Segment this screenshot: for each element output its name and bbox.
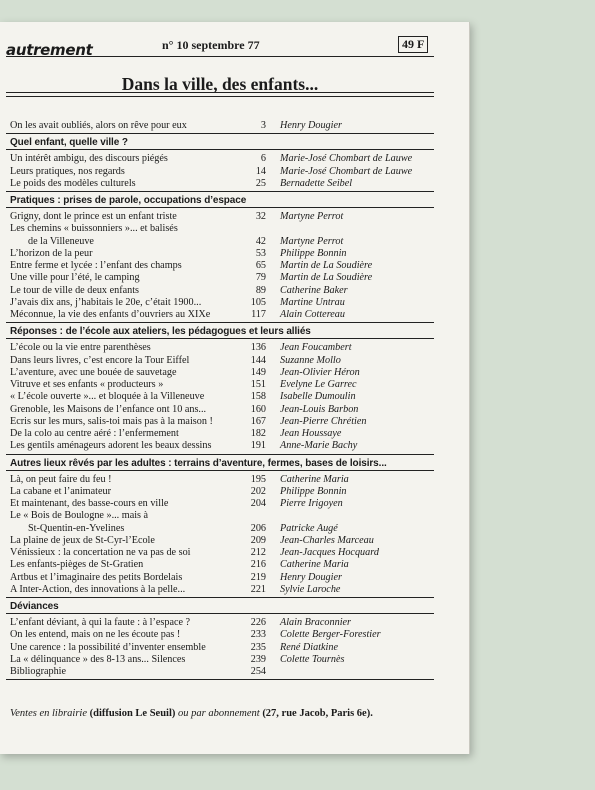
entry-page: 216 [250,559,266,571]
magazine-page [0,22,470,754]
entry-author: Marie-José Chombart de Lauwe [280,153,413,165]
entry-title: Entre ferme et lycée : l’enfant des champs [10,260,182,271]
entry-author: Sylvie Laroche [280,583,341,595]
section-heading: Autres lieux rêvés par les adultes : terrains d’aventure, fermes, bases de loisirs... [10,457,387,469]
entry-title: Leurs pratiques, nos regards [10,165,125,177]
entry-title: Les gentils aménageurs adorent les beaux dessins [10,440,212,452]
section-rule [6,133,434,134]
entry-author: Suzanne Mollo [280,354,341,366]
page-title: Dans la ville, des enfants... [121,74,319,94]
entry-title: Méconnue, la vie des enfants d’ouvriers au XIXe [10,309,211,320]
entry-author: Henry Dougier [280,571,342,583]
entry-page: 239 [250,653,266,665]
entry-author: Jean-Pierre Chrétien [280,415,367,427]
entry-author: Jean Foucambert [280,342,352,354]
entry-title: La plaine de jeux de St-Cyr-l’Ecole [10,534,155,546]
section-heading: Quel enfant, quelle ville ? [10,137,128,149]
section-rule [6,322,434,323]
entry-author: Martine Untrau [280,296,345,308]
entry-page: 117 [251,309,266,320]
entry-author: Martyne Perrot [280,211,344,222]
footer-address: (27, rue Jacob, Paris 6e). [262,708,373,719]
section-rule [6,191,434,192]
entry-author: Jean-Louis Barbon [280,403,359,415]
entry-author: Evelyne Le Garrec [280,379,357,390]
entry-title: De la colo au centre aéré : l’enfermement [10,428,179,439]
entry-page: 32 [255,211,266,222]
entry-title: L’horizon de la peur [10,247,93,259]
entry-title: Et maintenant, des basse-cours en ville [10,498,169,509]
price-box: 49 F [398,36,428,53]
entry-title: de la Villeneuve [28,235,94,247]
entry-title: Un intérêt ambigu, des discours piégés [10,153,168,165]
entry-page: 233 [250,629,266,641]
entry-title: Une carence : la possibilité d’inventer ensemble [10,641,206,653]
entry-title: Vénissieux : la concertation ne va pas de soi [10,547,191,558]
entry-author: Catherine Baker [280,284,348,296]
entry-author: Henry Dougier [280,120,342,131]
entry-page: 53 [255,247,266,259]
section-rule [6,679,434,680]
entry-page: 158 [250,391,266,403]
section-heading: Réponses : de l’école aux ateliers, les pédagogues et leurs alliés [10,326,311,338]
entry-author: Martin de La Soudière [280,272,373,284]
entry-author: Pierre Irigoyen [280,498,343,509]
entry-title: A Inter-Action, des innovations à la pelle... [10,583,186,595]
entry-page: 182 [250,428,266,439]
entry-page: 89 [255,284,266,296]
entry-author: Jean Houssaye [280,428,342,439]
entry-page: 212 [250,547,266,558]
entry-title: J’avais dix ans, j’habitais le 20e, c’était 1900... [10,296,202,308]
entry-title: Bibliographie [10,666,67,677]
footer-sales: Ventes en librairie [10,708,87,719]
entry-title: Les chemins « buissonniers »... et balisés [10,223,178,235]
entry-title: Grigny, dont le prince est un enfant triste [10,211,177,222]
entry-title: Le « Bois de Boulogne »... mais à [10,510,149,522]
entry-title: Là, on peut faire du feu ! [10,473,112,485]
footer-distribution: (diffusion Le Seuil) [89,708,176,719]
entry-page: 160 [250,403,266,415]
entry-page: 105 [250,296,266,308]
entry-title: Une ville pour l’été, le camping [10,272,140,284]
entry-title: La « délinquance » des 8-13 ans... Silences [10,653,186,665]
section-rule [6,597,434,598]
entry-page: 206 [250,522,266,534]
footer-subscription: ou par abonnement [178,708,260,719]
entry-author: Jean-Olivier Héron [280,366,360,378]
entry-page: 3 [260,120,266,131]
entry-title: Ecris sur les murs, salis-toi mais pas à la maison ! [10,415,213,427]
section-heading: Pratiques : prises de parole, occupations d’espace [10,195,247,206]
entry-page: 42 [255,235,266,247]
entry-page: 191 [250,440,266,452]
entry-page: 226 [250,617,266,628]
entry-page: 151 [250,379,266,390]
entry-title: L’école ou la vie entre parenthèses [10,342,151,354]
entry-title: Dans leurs livres, c’est encore la Tour Eiffel [10,354,190,366]
entry-title: Vitruve et ses enfants « producteurs » [10,379,164,390]
entry-author: Isabelle Dumoulin [280,391,356,403]
entry-title: L’aventure, avec une bouée de sauvetage [10,366,177,378]
entry-page: 254 [250,666,266,677]
entry-author: Patricke Augé [280,522,338,534]
entry-author: Colette Tournès [280,653,345,665]
magazine-logo: autrement [6,41,93,59]
section-rule [6,338,434,339]
entry-author: Alain Braconnier [280,617,352,628]
entry-page: 221 [250,583,266,595]
entry-title: Artbus et l’imaginaire des petits Bordelais [10,571,183,583]
entry-page: 144 [250,354,266,366]
entry-title: On les entend, mais on ne les écoute pas ! [10,629,181,641]
issue-number: n° 10 septembre 77 [162,38,260,52]
section-rule [6,96,434,97]
entry-title: « L’école ouverte »... et bloquée à la Villeneuve [10,391,205,403]
entry-page: 235 [250,641,266,653]
entry-page: 79 [255,272,266,284]
entry-title: On les avait oubliés, alors on rêve pour eux [10,120,187,131]
entry-page: 136 [250,342,266,354]
entry-title: Grenoble, les Maisons de l’enfance ont 10 ans... [10,403,207,415]
entry-author: Martin de La Soudière [280,260,373,271]
entry-page: 149 [250,366,266,378]
entry-author: Catherine Maria [280,473,349,485]
entry-title: La cabane et l’animateur [10,485,111,497]
entry-author: Marie-José Chombart de Lauwe [280,165,413,177]
entry-author: Colette Berger-Forestier [280,629,381,641]
entry-page: 65 [255,260,266,271]
entry-page: 209 [250,534,266,546]
entry-title: Les enfants-pièges de St-Gratien [10,559,144,571]
entry-author: Alain Cottereau [280,309,345,320]
entry-author: Catherine Maria [280,559,349,571]
section-rule [6,92,434,93]
section-heading: Déviances [10,601,59,612]
section-rule [6,149,434,150]
entry-author: Jean-Charles Marceau [280,534,374,546]
entry-page: 219 [250,571,266,583]
entry-title: Le poids des modèles culturels [10,177,136,189]
entry-author: Philippe Bonnin [280,247,347,259]
entry-title: L’enfant déviant, à qui la faute : à l’espace ? [10,617,191,628]
entry-page: 25 [255,177,266,189]
section-rule [6,613,434,614]
entry-author: René Diatkine [280,641,338,653]
entry-author: Jean-Jacques Hocquard [280,547,379,558]
section-rule [6,454,434,455]
entry-title: St-Quentin-en-Yvelines [28,522,125,534]
entry-title: Le tour de ville de deux enfants [10,284,139,296]
footer-note [10,708,430,719]
entry-page: 14 [255,165,266,177]
entry-page: 202 [250,485,266,497]
entry-author: Anne-Marie Bachy [280,440,358,452]
section-rule [6,470,434,471]
entry-page: 204 [250,498,266,509]
header-rule [6,56,434,57]
entry-author: Philippe Bonnin [280,485,347,497]
entry-page: 167 [250,415,266,427]
section-rule [6,207,434,208]
entry-page: 195 [250,473,266,485]
entry-author: Martyne Perrot [280,235,344,247]
entry-author: Bernadette Seibel [280,177,353,189]
entry-page: 6 [260,153,266,165]
